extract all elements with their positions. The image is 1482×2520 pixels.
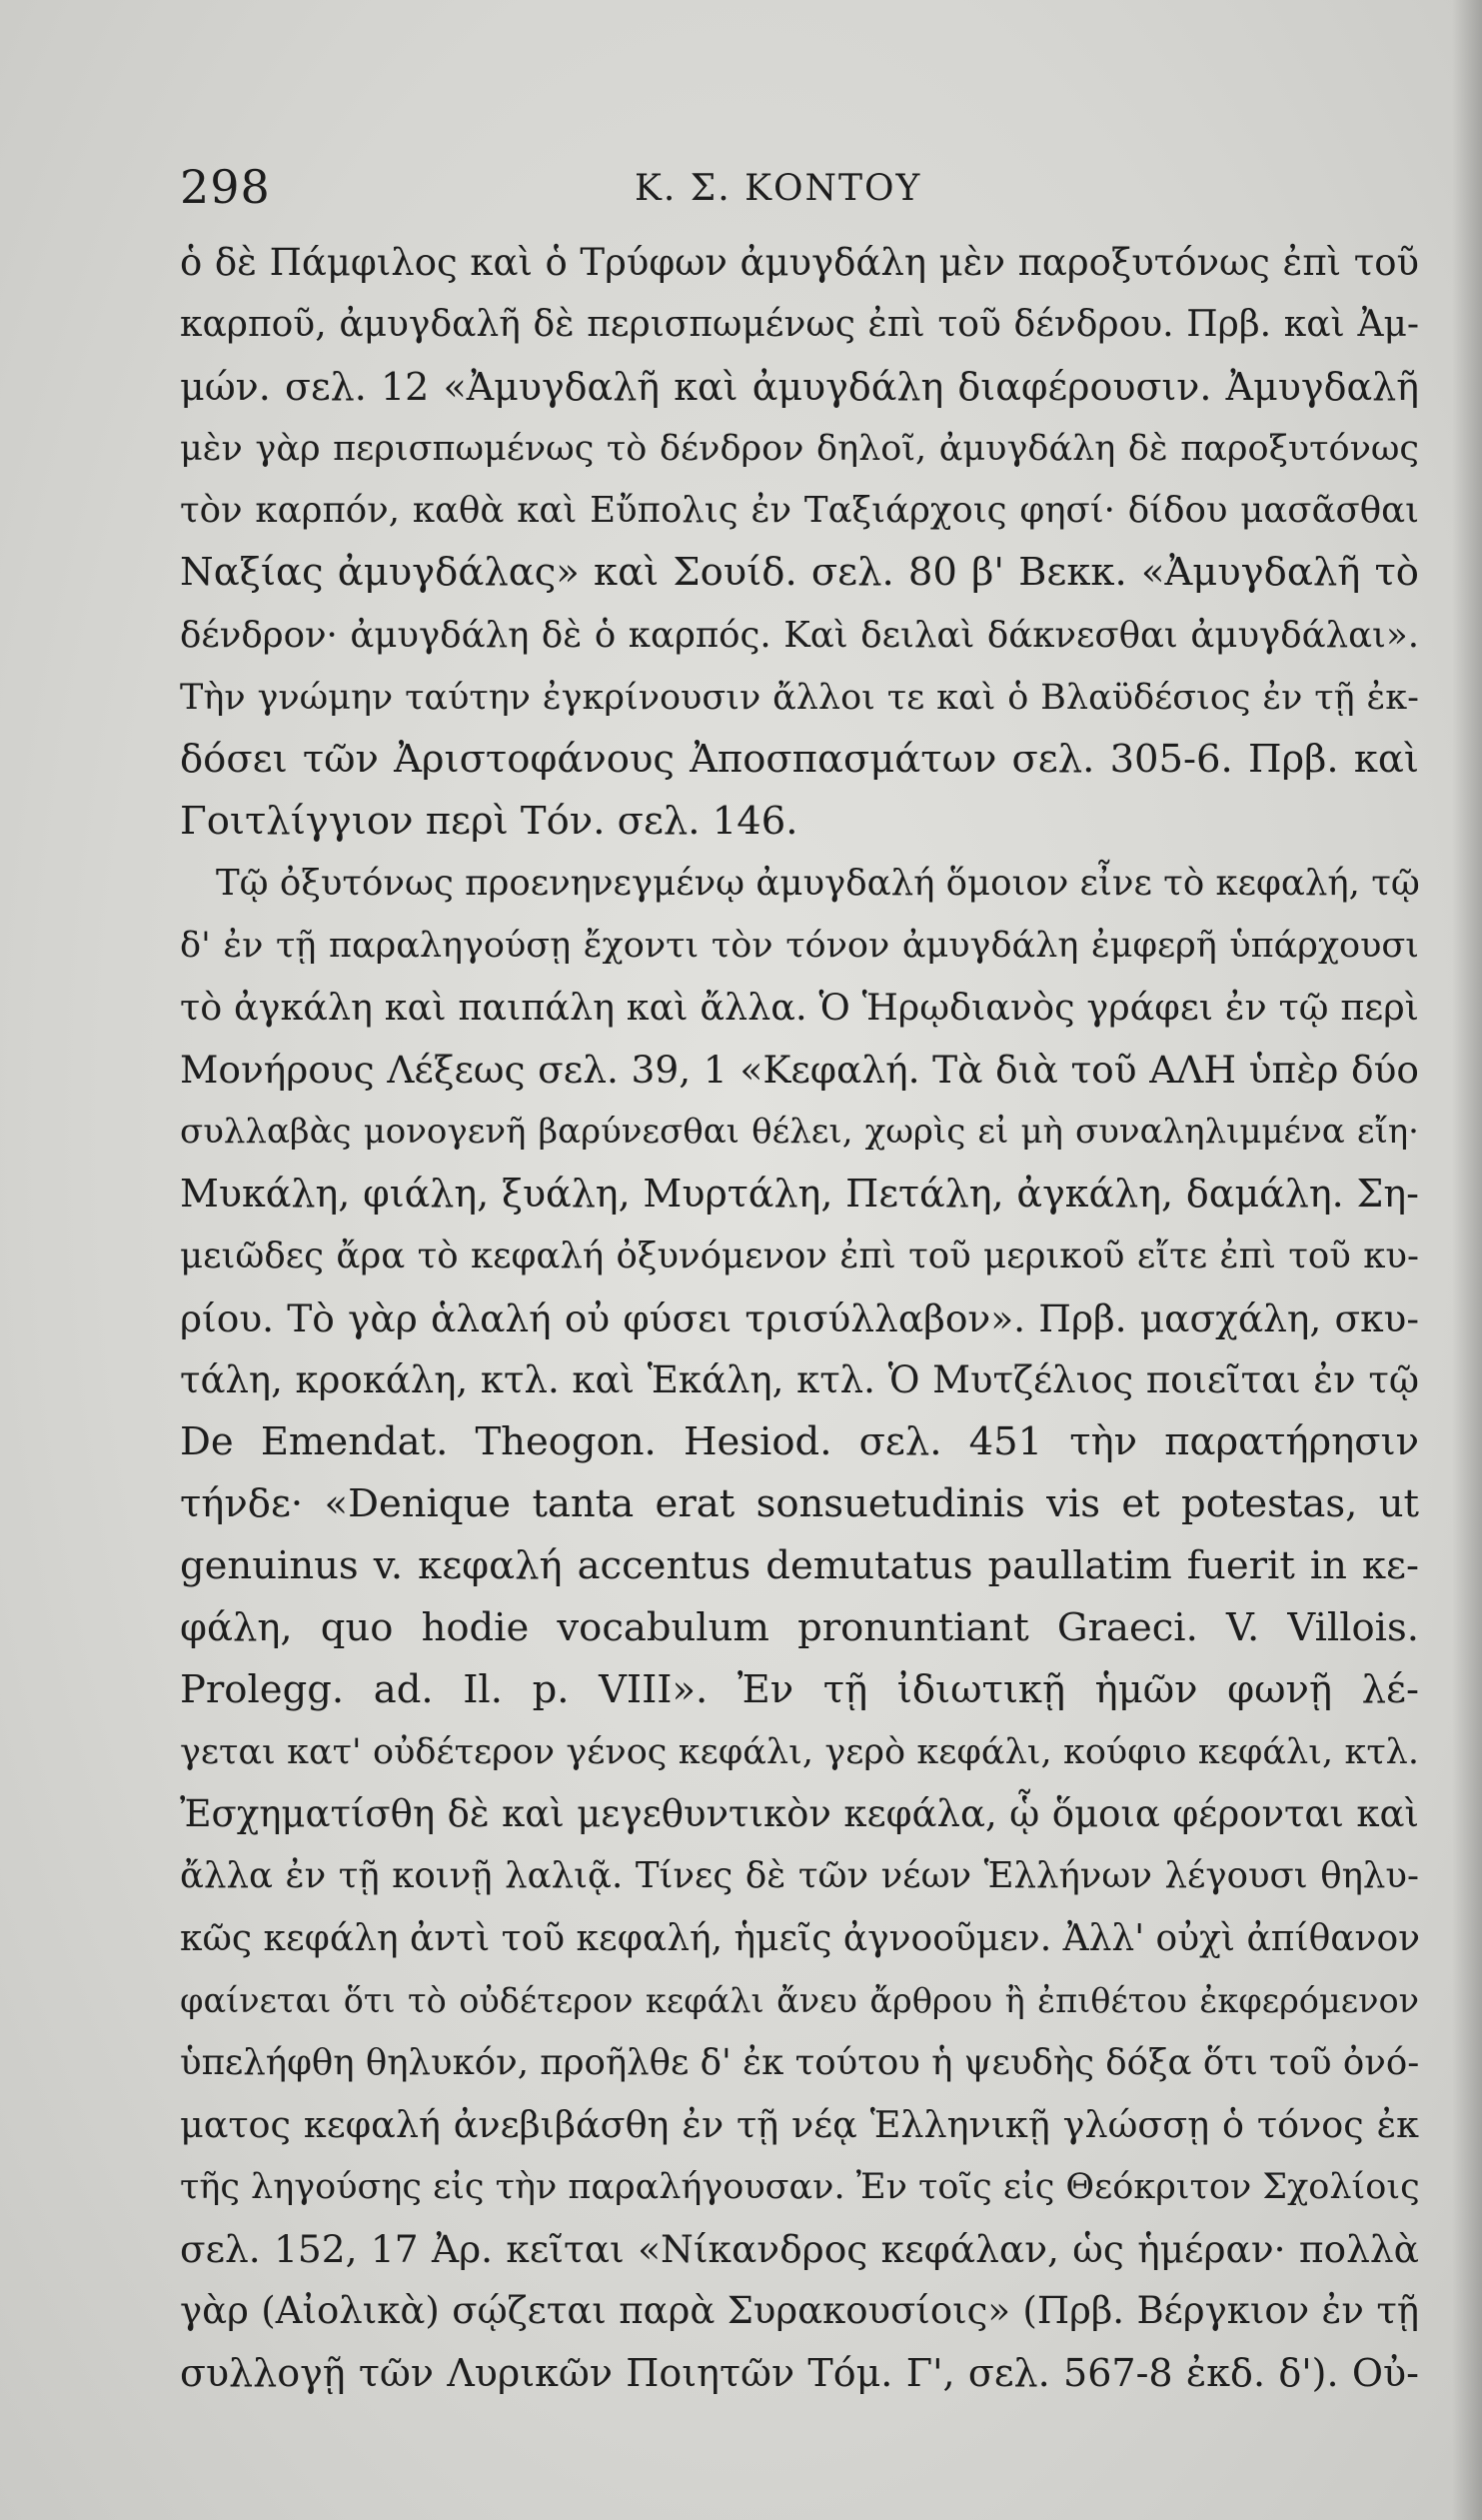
text-line: Ἐσχηματίσθη δὲ καὶ μεγεθυντικὸν κεφάλα, ᾧ ὅμοια φέρονται καὶ: [180, 1792, 1419, 1836]
text-line: καρποῦ, ἀμυγδαλῆ δὲ περισπωμένως ἐπὶ τοῦ δένδρου. Πρβ. καὶ Ἀμ-: [180, 304, 1419, 346]
text-line: τὸ ἀγκάλη καὶ παιπάλη καὶ ἄλλα. Ὁ Ἡρῳδιανὸς γράφει ἐν τῷ περὶ: [180, 986, 1419, 1030]
text-line: τάλη, κροκάλη, κτλ. καὶ Ἑκάλη, κτλ. Ὁ Μυτζέλιος ποιεῖται ἐν τῷ: [180, 1357, 1419, 1401]
text-line: Τῷ ὀξυτόνως προενηνεγμένῳ ἀμυγδαλή ὅμοιον εἶνε τὸ κεφαλή, τῷ: [216, 862, 1420, 904]
text-line: μών. σελ. 12 «Ἀμυγδαλῆ καὶ ἀμυγδάλη διαφέρουσιν. Ἀμυγδαλῆ: [180, 365, 1419, 410]
text-line: ὑπελήφθη θηλυκόν, προῆλθε δ' ἐκ τούτου ἡ ψευδὴς δόξα ὅτι τοῦ ὀνό-: [180, 2041, 1420, 2083]
text-line: Prolegg. ad. Il. p. VIII». Ἐν τῇ ἰδιωτικῇ ἡμῶν φωνῇ λέ-: [180, 1667, 1419, 1713]
text-line: Μυκάλη, φιάλη, ξυάλη, Μυρτάλη, Πετάλη, ἀγκάλη, δαμάλη. Ση-: [180, 1172, 1419, 1217]
page-header: [180, 160, 1409, 220]
text-line: ματος κεφαλή ἀνεβιβάσθη ἐν τῇ νέᾳ Ἑλληνικῇ γλώσσῃ ὁ τόνος ἐκ: [180, 2102, 1419, 2146]
text-line: ρίου. Τὸ γὰρ ἁλαλή οὐ φύσει τρισύλλαβον». Πρβ. μασχάλη, σκυ-: [180, 1295, 1419, 1340]
text-line: μὲν γὰρ περισπωμένως τὸ δένδρον δηλοῖ, ἀμυγδάλη δὲ παροξυτόνως: [180, 429, 1419, 470]
text-line: μειῶδες ἄρα τὸ κεφαλή ὀξυνόμενον ἐπὶ τοῦ μερικοῦ εἴτε ἐπὶ τοῦ κυ-: [180, 1235, 1419, 1276]
text-line: δένδρον· ἀμυγδάλη δὲ ὁ καρπός. Καὶ δειλαὶ δάκνεσθαι ἀμυγδάλαι».: [180, 614, 1419, 656]
text-line: τὸν καρπόν, καθὰ καὶ Εὔπολις ἐν Ταξιάρχοις φησί· δίδου μασᾶσθαι: [180, 490, 1419, 532]
text-line: genuinus v. κεφαλή accentus demutatus paullatim fuerit in κε-: [180, 1542, 1419, 1588]
text-line: συλλαβὰς μονογενῆ βαρύνεσθαι θέλει, χωρὶς εἰ μὴ συναληλιμμένα εἴη·: [180, 1112, 1419, 1153]
text-line: φάλη, quo hodie vocabulum pronuntiant Graeci. V. Villois.: [180, 1605, 1419, 1651]
text-line: συλλογῇ τῶν Λυρικῶν Ποιητῶν Τόμ. Γ', σελ. 567-8 ἐκδ. δ'). Οὐ-: [180, 2351, 1419, 2396]
text-line: γεται κατ' οὐδέτερον γένος κεφάλι, γερὸ κεφάλι, κούφιο κεφάλι, κτλ.: [180, 1732, 1419, 1773]
text-line: Γοιτλίγγιον περὶ Τόν. σελ. 146.: [180, 798, 798, 844]
text-line: Ναξίας ἀμυγδάλας» καὶ Σουίδ. σελ. 80 β' Βεκκ. «Ἀμυγδαλῆ τὸ: [180, 550, 1419, 596]
text-line: γὰρ (Αἰολικὰ) σῴζεται παρὰ Συρακουσίοις» (Πρβ. Βέργκιον ἐν τῇ: [180, 2289, 1419, 2333]
text-line: κῶς κεφάλη ἀντὶ τοῦ κεφαλή, ἡμεῖς ἀγνοοῦμεν. Ἀλλ' οὐχὶ ἀπίθανον: [180, 1917, 1420, 1959]
text-line: τῆς ληγούσης εἰς τὴν παραλήγουσαν. Ἐν τοῖς εἰς Θεόκριτον Σχολίοις: [180, 2166, 1420, 2207]
text-line: ὁ δὲ Πάμφιλος καὶ ὁ Τρύφων ἀμυγδάλη μὲν παροξυτόνως ἐπὶ τοῦ: [180, 241, 1419, 284]
text-line: δόσει τῶν Ἀριστοφάνους Ἀποσπασμάτων σελ. 305-6. Πρβ. καὶ: [180, 736, 1419, 782]
text-line: Τὴν γνώμην ταύτην ἐγκρίνουσιν ἄλλοι τε καὶ ὁ Βλαϋδέσιος ἐν τῇ ἐκ-: [180, 677, 1419, 718]
text-line: τήνδε· «Denique tanta erat sonsuetudinis vis et potestas, ut: [180, 1480, 1419, 1526]
text-line: σελ. 152, 17 Ἀρ. κεῖται «Νίκανδρος κεφάλαν, ὡς ἡμέραν· πολλὰ: [180, 2227, 1419, 2271]
running-head: Κ. Σ. ΚΟΝΤΟΥ: [635, 168, 922, 209]
page-edge-shadow: [1452, 0, 1482, 2520]
page-number: 298: [180, 160, 271, 214]
text-line: ἄλλα ἐν τῇ κοινῇ λαλιᾷ. Τίνες δὲ τῶν νέων Ἑλλήνων λέγουσι θηλυ-: [180, 1855, 1419, 1897]
body-text: [180, 232, 1419, 2404]
text-line: Μονήρους Λέξεως σελ. 39, 1 «Κεφαλή. Τὰ διὰ τοῦ ΑΛΗ ὑπὲρ δύο: [180, 1048, 1419, 1093]
text-line: φαίνεται ὅτι τὸ οὐδέτερον κεφάλι ἄνευ ἄρθρου ἢ ἐπιθέτου ἐκφερόμενον: [180, 1980, 1419, 2020]
text-line: De Emendat. Theogon. Hesiod. σελ. 451 τὴν παρατήρησιν: [180, 1418, 1419, 1464]
text-line: δ' ἐν τῇ παραληγούσῃ ἔχοντι τὸν τόνον ἀμυγδάλη ἐμφερῆ ὑπάρχουσι: [180, 926, 1419, 967]
